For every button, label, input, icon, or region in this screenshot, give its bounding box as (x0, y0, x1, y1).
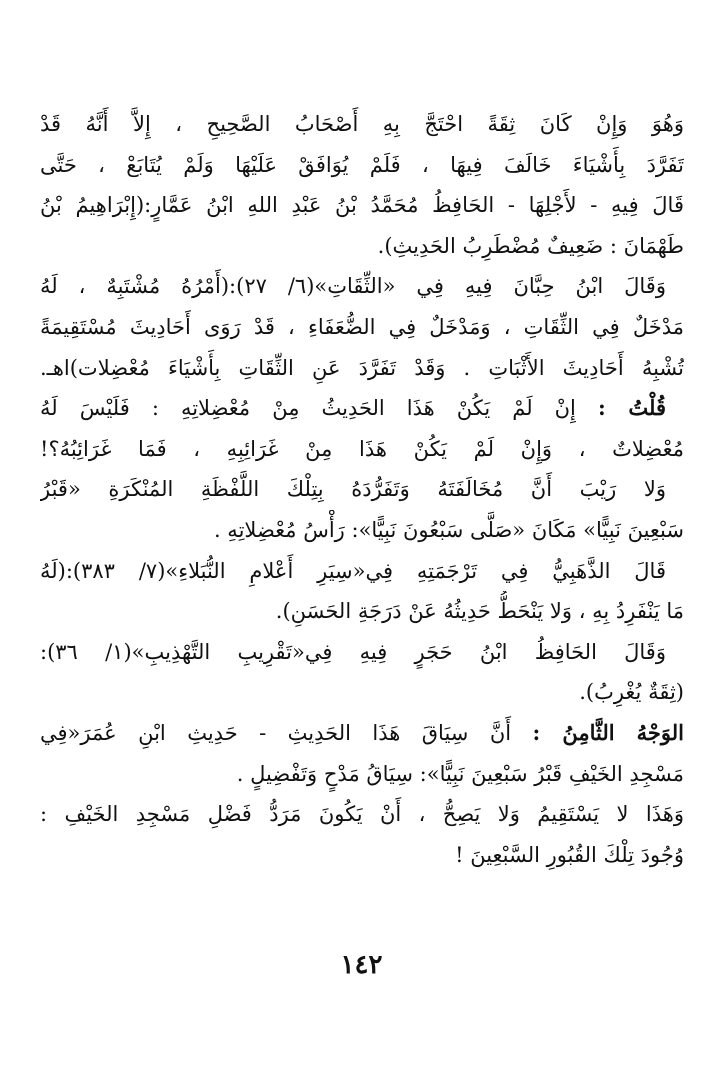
paragraph (40, 713, 684, 794)
text-line: مَدْخَلٌ فِي الثِّقَاتِ ، وَمَدْخَلٌ فِي الضُّعَفَاءِ ، قَدْ رَوَى أَحَادِيثَ مُسْتَقِيمَةً (40, 314, 684, 339)
paragraph (40, 794, 684, 875)
text-line: وَقَالَ ابْنُ حِبَّانَ فِيهِ فِي «الثِّقَاتِ»(٦/ ٢٧):(أَمْرُهُ مُشْتَبِهٌ ، لَهُ (40, 274, 666, 299)
text-line: تَفَرَّدَ بِأَشْيَاءَ خَالَفَ فِيهَا ، فَلَمْ يُوَافَقْ عَلَيْهَا وَلَمْ يُتَابَعْ ، حَتَّى (40, 152, 684, 177)
paragraph (40, 551, 684, 632)
page-number: ١٤٢ (340, 950, 383, 980)
text-line: قَالَ فِيهِ - لأَجْلِهَا - الحَافِظُ مُحَمَّدُ بْنُ عَبْدِ اللهِ ابْنُ عَمَّارٍ:(إِبْرَاهِيمُ بْنُ (40, 193, 684, 218)
text-line (40, 388, 684, 429)
text-line: مَا يَنْفَرِدُ بِهِ ، وَلا يَنْحَطُّ حَدِيثُهُ عَنْ دَرَجَةِ الحَسَنِ). (275, 599, 684, 624)
paragraph-lead: قُلْتُ : (597, 395, 666, 421)
text-line: وُجُودَ تِلْكَ القُبُورِ السَّبْعِينَ ! (455, 842, 684, 867)
page-body (40, 104, 684, 875)
text-line: وَهُوَ وَإِنْ كَانَ ثِقَةً احْتَجَّ بِهِ أَصْحَابُ الصَّحِيحِ ، إِلاَّ أَنَّهُ قَدْ (40, 112, 684, 136)
text-line: طَهْمَانَ : ضَعِيفٌ مُضْطَرِبُ الحَدِيثِ). (377, 233, 684, 258)
text-line: قَالَ الذَّهَبِيُّ فِي تَرْجَمَتِهِ فِي«سِيَرِ أَعْلامِ النُّبَلاءِ»(٧/ ٣٨٣):(لَهُ (40, 558, 666, 583)
text-line: وَهَذَا لا يَسْتَقِيمُ وَلا يَصِحُّ ، أَنْ يَكُونَ مَرَدُّ فَضْلِ مَسْجِدِ الخَيْفِ : (40, 802, 684, 827)
text-line (40, 713, 684, 754)
paragraph-lead: الوَجْهُ الثَّامِنُ : (532, 719, 684, 745)
text-segment: إِنْ لَمْ يَكُنْ هَذَا الحَدِيثُ مِنْ مُعْضِلاتِهِ : فَلَيْسَ لَهُ (40, 396, 576, 421)
paragraph (40, 388, 684, 469)
text-line: سَبْعِينَ نَبِيًّا» مَكَانَ «صَلَّى سَبْعُونَ نَبِيًّا»: رَأْسُ مُعْضِلاتِهِ . (213, 517, 684, 542)
text-line: وَلا رَيْبَ أَنَّ مُخَالَفَتَهُ وَتَفَرُّدَهُ بِتِلْكَ اللَّفْظَةِ المُنْكَرَةِ «قَبْرُ (40, 477, 666, 502)
text-segment: أَنَّ سِيَاقَ هَذَا الحَدِيثِ - حَدِيثِ ابْنِ عُمَرَ«فِي (40, 720, 512, 745)
text-line: (ثِقَةٌ يُغْرِبُ). (579, 680, 684, 705)
text-line: تُشْبِهُ أَحَادِيثَ الأَثْبَاتِ . وَقَدْ تَفَرَّدَ عَنِ الثِّقَاتِ بِأَشْيَاءَ مُعْضِلات)اهـ. (40, 355, 684, 380)
text-line: مُعْضِلاتٌ ، وَإِنْ لَمْ يَكُنْ هَذَا مِنْ غَرَائِبِهِ ، فَمَا غَرَائِبُهُ؟! (40, 436, 684, 461)
text-line: مَسْجِدِ الخَيْفِ قَبْرُ سَبْعِينَ نَبِيًّا»: سِيَاقُ مَدْحٍ وَتَفْضِيلٍ . (236, 761, 684, 786)
text-line: وَقَالَ الحَافِظُ ابْنُ حَجَرٍ فِيهِ فِي«تَقْرِيبِ التَّهْذِيبِ»(١/ ٣٦): (40, 639, 666, 664)
paragraph (40, 266, 684, 388)
paragraph (40, 104, 684, 266)
paragraph (40, 632, 684, 713)
paragraph (40, 469, 684, 550)
